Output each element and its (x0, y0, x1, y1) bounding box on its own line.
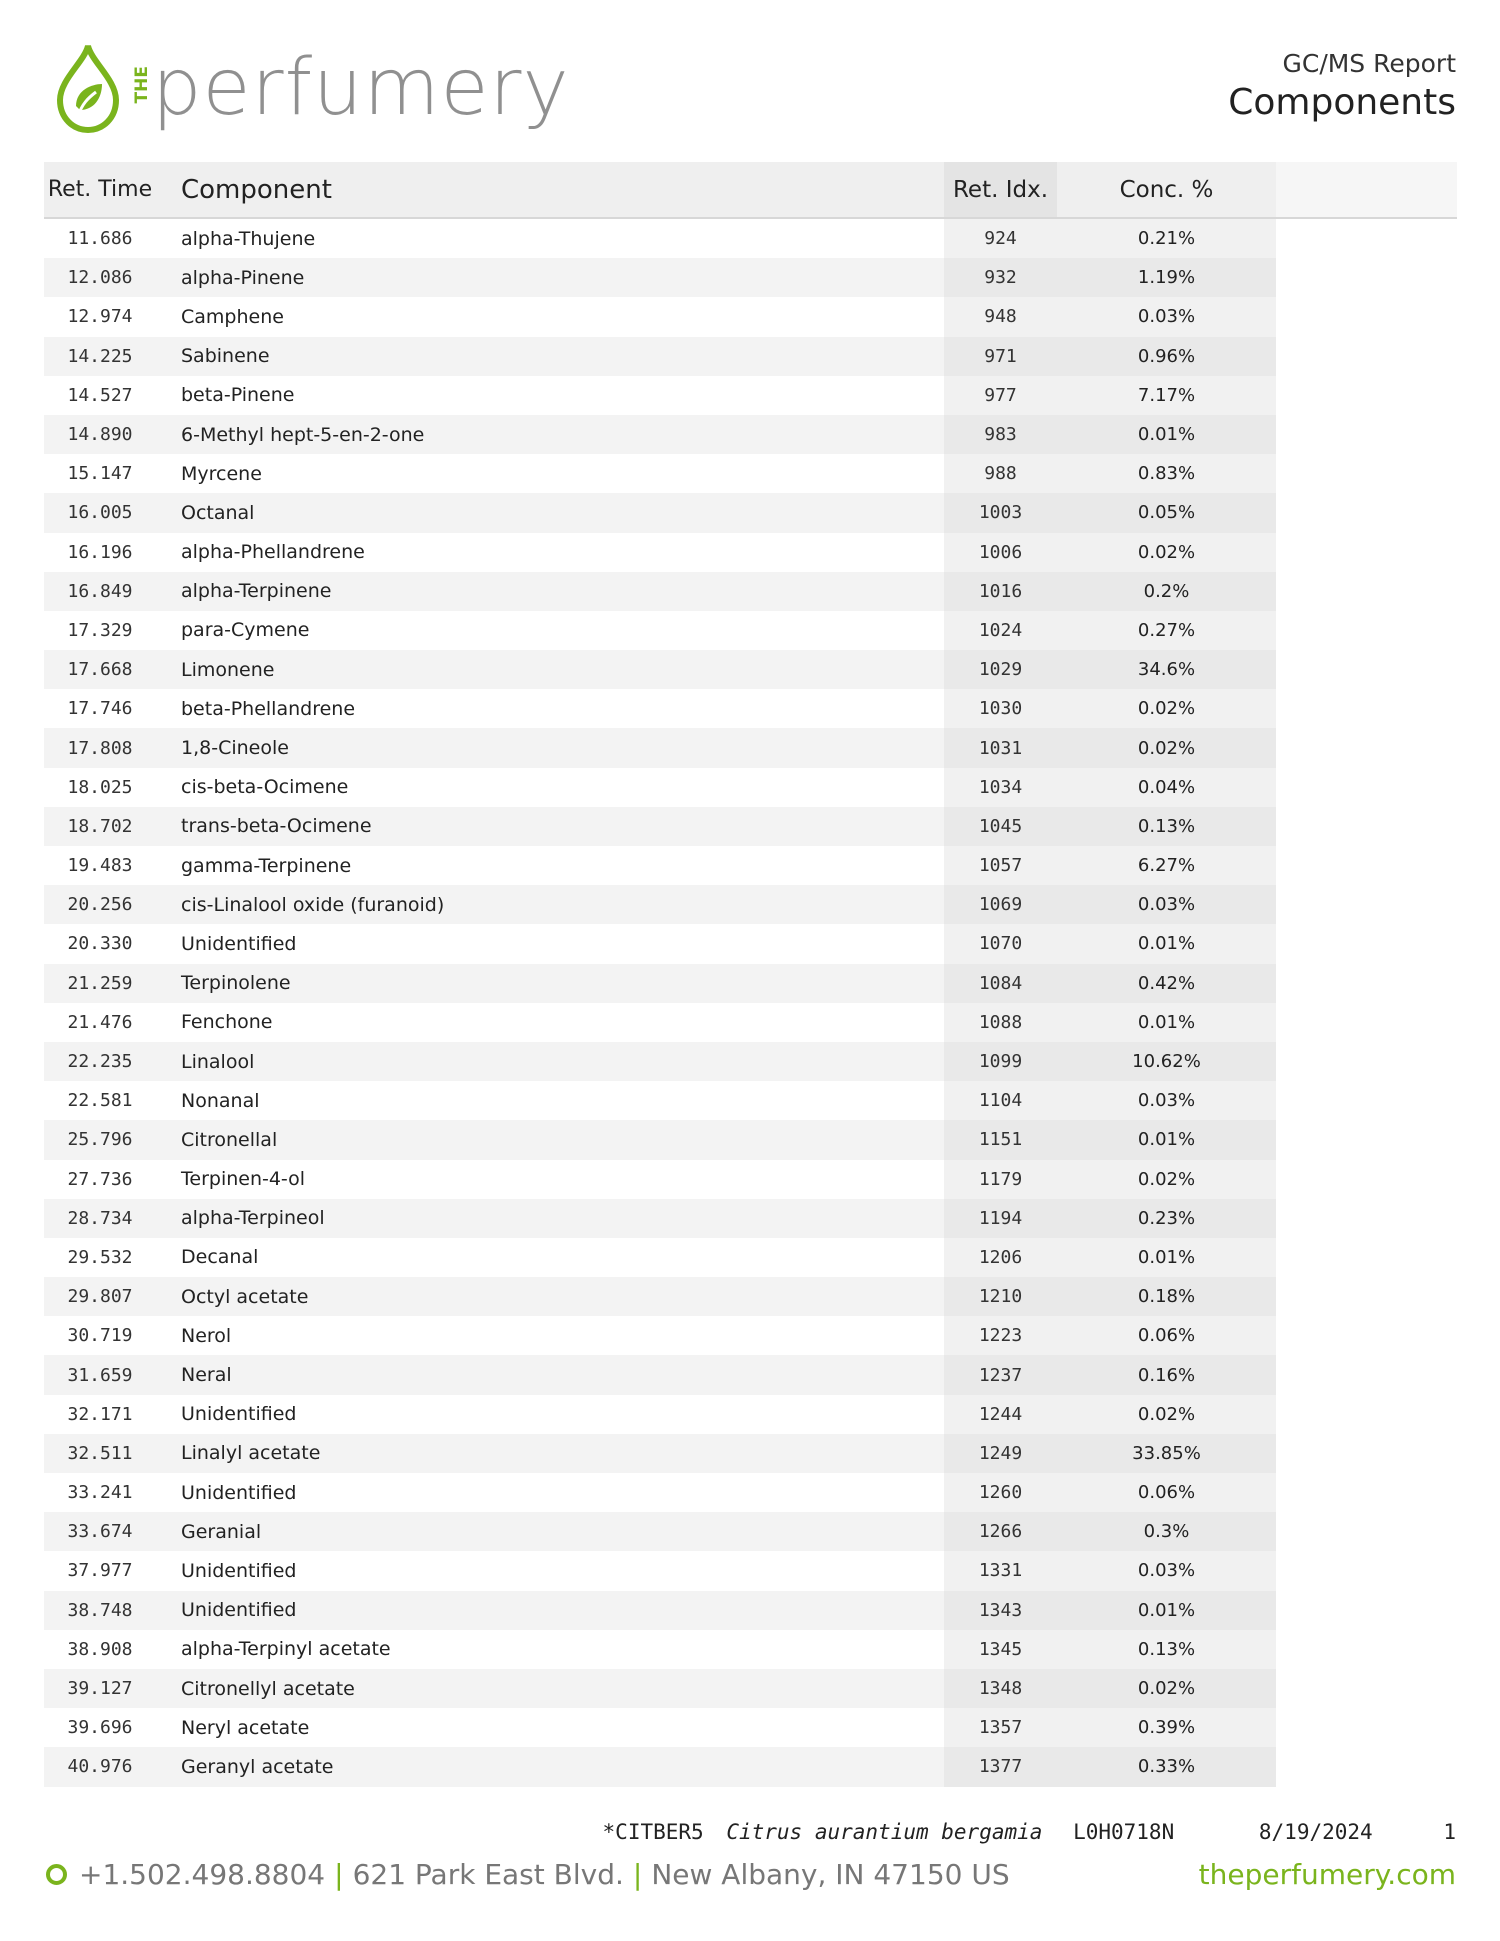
page-title: Components (1228, 82, 1456, 123)
logo-wordmark: perfumery (152, 43, 570, 133)
table-row[interactable] (44, 1473, 1457, 1512)
cell-ret-idx: 1104 (978, 1090, 1023, 1112)
cell-component: beta-Phellandrene (181, 697, 356, 720)
cell-component: Sabinene (181, 345, 270, 368)
cell-conc: 0.02% (1137, 541, 1196, 563)
column-header-component[interactable]: Component (181, 174, 332, 205)
cell-ret-idx: 1223 (978, 1325, 1023, 1347)
cell-component: cis-Linalool oxide (furanoid) (181, 893, 445, 916)
cell-ret-idx: 1034 (978, 776, 1023, 798)
table-row[interactable] (44, 1395, 1457, 1434)
cell-ret-time: 17.746 (67, 698, 133, 720)
cell-conc: 0.02% (1137, 698, 1196, 720)
separator: | (334, 1858, 344, 1891)
table-row[interactable] (44, 807, 1457, 846)
cell-ret-time: 14.890 (67, 424, 133, 446)
table-row[interactable] (44, 885, 1457, 924)
cell-conc: 0.96% (1137, 345, 1196, 367)
cell-component: Myrcene (181, 462, 262, 485)
cell-conc: 0.05% (1137, 502, 1196, 524)
website-link[interactable]: theperfumery.com (1198, 1858, 1456, 1891)
cell-ret-idx: 1057 (978, 855, 1023, 877)
cell-conc: 34.6% (1137, 659, 1196, 681)
cell-ret-time: 29.532 (67, 1246, 133, 1268)
cell-ret-idx: 932 (984, 267, 1017, 289)
cell-component: Linalyl acetate (181, 1442, 321, 1465)
cell-conc: 0.03% (1137, 894, 1196, 916)
cell-ret-time: 37.977 (67, 1560, 133, 1582)
cell-conc: 0.01% (1137, 1246, 1196, 1268)
report-date: 8/19/2024 (1258, 1820, 1373, 1844)
cell-ret-time: 33.241 (67, 1482, 133, 1504)
table-row[interactable] (44, 964, 1457, 1003)
cell-conc: 0.04% (1137, 776, 1196, 798)
cell-conc: 6.27% (1137, 855, 1196, 877)
cell-ret-time: 27.736 (67, 1168, 133, 1190)
cell-ret-time: 39.696 (67, 1717, 133, 1739)
cell-component: alpha-Thujene (181, 227, 316, 250)
cell-ret-idx: 1084 (978, 972, 1023, 994)
cell-conc: 0.03% (1137, 1560, 1196, 1582)
cell-ret-idx: 1045 (978, 815, 1023, 837)
cell-ret-time: 22.581 (67, 1090, 133, 1112)
table-row[interactable] (44, 1003, 1457, 1042)
table-row[interactable] (44, 1708, 1457, 1747)
cell-conc: 33.85% (1132, 1442, 1201, 1464)
cell-ret-time: 15.147 (67, 463, 133, 485)
cell-ret-time: 39.127 (67, 1678, 133, 1700)
cell-ret-time: 14.527 (67, 384, 133, 406)
cell-ret-idx: 971 (984, 345, 1017, 367)
cell-ret-time: 31.659 (67, 1364, 133, 1386)
cell-component: alpha-Pinene (181, 266, 305, 289)
column-header-conc[interactable]: Conc. % (1119, 176, 1214, 203)
cell-ret-time: 17.329 (67, 619, 133, 641)
cell-conc: 0.03% (1137, 1090, 1196, 1112)
table-row[interactable] (44, 572, 1457, 611)
cell-conc: 0.02% (1137, 737, 1196, 759)
cell-component: alpha-Terpinyl acetate (181, 1638, 391, 1661)
table-row[interactable] (44, 1747, 1457, 1786)
table-row[interactable] (44, 650, 1457, 689)
cell-conc: 0.18% (1137, 1286, 1196, 1308)
cell-conc: 10.62% (1132, 1051, 1201, 1073)
cell-component: Decanal (181, 1246, 259, 1269)
table-row[interactable] (44, 1355, 1457, 1394)
cell-ret-time: 21.476 (67, 1011, 133, 1033)
table-row[interactable] (44, 258, 1457, 297)
table-row[interactable] (44, 415, 1457, 454)
cell-ret-time: 33.674 (67, 1521, 133, 1543)
cell-ret-idx: 1237 (978, 1364, 1023, 1386)
cell-ret-time: 38.908 (67, 1638, 133, 1660)
cell-component: 1,8-Cineole (181, 737, 289, 760)
species-name: Citrus aurantium bergamia (726, 1820, 1043, 1844)
cell-ret-time: 29.807 (67, 1286, 133, 1308)
cell-ret-time: 11.686 (67, 228, 133, 250)
cell-component: Geranial (181, 1520, 262, 1543)
cell-ret-time: 14.225 (67, 345, 133, 367)
cell-conc: 0.01% (1137, 1129, 1196, 1151)
lot-number: L0H0718N (1073, 1820, 1175, 1844)
table-row[interactable] (44, 1630, 1457, 1669)
cell-component: Octanal (181, 501, 255, 524)
cell-ret-idx: 1260 (978, 1482, 1023, 1504)
cell-conc: 0.01% (1137, 1011, 1196, 1033)
table-row[interactable] (44, 1591, 1457, 1630)
cell-ret-time: 28.734 (67, 1207, 133, 1229)
cell-conc: 0.06% (1137, 1482, 1196, 1504)
cell-ret-idx: 1179 (978, 1168, 1023, 1190)
drop-leaf-icon (56, 44, 126, 134)
cell-ret-idx: 1249 (978, 1442, 1023, 1464)
cell-ret-time: 21.259 (67, 972, 133, 994)
cell-conc: 0.3% (1143, 1521, 1190, 1543)
cell-ret-idx: 1069 (978, 894, 1023, 916)
cell-component: trans-beta-Ocimene (181, 815, 372, 838)
table-row[interactable] (44, 1551, 1457, 1590)
cell-component: Unidentified (181, 932, 297, 955)
cell-ret-idx: 1210 (978, 1286, 1023, 1308)
table-row[interactable] (44, 1512, 1457, 1551)
cell-ret-idx: 1016 (978, 580, 1023, 602)
cell-conc: 0.39% (1137, 1717, 1196, 1739)
phone-number[interactable]: +1.502.498.8804 (79, 1858, 326, 1891)
components-table (44, 162, 1457, 1787)
cell-ret-idx: 1151 (978, 1129, 1023, 1151)
table-row[interactable] (44, 219, 1457, 258)
cell-ret-time: 25.796 (67, 1129, 133, 1151)
cell-ret-time: 20.330 (67, 933, 133, 955)
separator: | (632, 1858, 643, 1891)
cell-component: Unidentified (181, 1403, 297, 1426)
table-row[interactable] (44, 924, 1457, 963)
cell-ret-idx: 1030 (978, 698, 1023, 720)
cell-conc: 0.01% (1137, 933, 1196, 955)
cell-ret-idx: 1029 (978, 659, 1023, 681)
cell-ret-time: 40.976 (67, 1756, 133, 1778)
table-row[interactable] (44, 454, 1457, 493)
cell-conc: 0.02% (1137, 1678, 1196, 1700)
cell-conc: 0.21% (1137, 228, 1196, 250)
cell-component: alpha-Terpinene (181, 580, 332, 603)
cell-ret-time: 17.668 (67, 659, 133, 681)
cell-ret-idx: 1099 (978, 1051, 1023, 1073)
cell-ret-idx: 1244 (978, 1403, 1023, 1425)
cell-ret-idx: 1377 (978, 1756, 1023, 1778)
table-row[interactable] (44, 1120, 1457, 1159)
cell-component: Nonanal (181, 1089, 260, 1112)
cell-component: para-Cymene (181, 619, 310, 642)
cell-ret-idx: 1070 (978, 933, 1023, 955)
cell-conc: 0.13% (1137, 1638, 1196, 1660)
cell-conc: 0.2% (1143, 580, 1190, 602)
table-row[interactable] (44, 337, 1457, 376)
cell-component: beta-Pinene (181, 384, 295, 407)
table-row[interactable] (44, 728, 1457, 767)
street-address: 621 Park East Blvd. (352, 1858, 624, 1891)
brand-logo[interactable] (56, 43, 570, 134)
cell-component: Linalool (181, 1050, 255, 1073)
cell-component: Neral (181, 1364, 232, 1387)
cell-ret-time: 32.511 (67, 1442, 133, 1464)
page-number: 1 (1443, 1820, 1456, 1844)
cell-ret-time: 12.974 (67, 306, 133, 328)
cell-ret-time: 22.235 (67, 1051, 133, 1073)
cell-component: Geranyl acetate (181, 1755, 334, 1778)
cell-conc: 0.27% (1137, 619, 1196, 641)
cell-component: Limonene (181, 658, 275, 681)
cell-ret-idx: 1003 (978, 502, 1023, 524)
column-header-ret-idx[interactable]: Ret. Idx. (952, 176, 1049, 203)
cell-conc: 0.02% (1137, 1168, 1196, 1190)
cell-ret-idx: 1088 (978, 1011, 1023, 1033)
logo-the-text: THE (132, 66, 152, 104)
cell-ret-idx: 1331 (978, 1560, 1023, 1582)
table-body (44, 219, 1457, 1787)
cell-component: Unidentified (181, 1481, 297, 1504)
table-row[interactable] (44, 1199, 1457, 1238)
cell-component: Terpinen-4-ol (181, 1168, 306, 1191)
table-row[interactable] (44, 1081, 1457, 1120)
table-row[interactable] (44, 533, 1457, 572)
cell-component: Terpinolene (181, 972, 291, 995)
table-row[interactable] (44, 1669, 1457, 1708)
cell-component: Octyl acetate (181, 1285, 309, 1308)
table-row[interactable] (44, 297, 1457, 336)
table-row[interactable] (44, 376, 1457, 415)
cell-ret-idx: 1357 (978, 1717, 1023, 1739)
table-row[interactable] (44, 846, 1457, 885)
cell-ret-time: 38.748 (67, 1599, 133, 1621)
cell-conc: 7.17% (1137, 384, 1196, 406)
header-bg-blank (1276, 162, 1457, 217)
cell-component: Fenchone (181, 1011, 273, 1034)
cell-ret-time: 19.483 (67, 855, 133, 877)
cell-conc: 0.06% (1137, 1325, 1196, 1347)
cell-ret-idx: 1266 (978, 1521, 1023, 1543)
cell-ret-time: 32.171 (67, 1403, 133, 1425)
cell-ret-time: 30.719 (67, 1325, 133, 1347)
cell-ret-idx: 1006 (978, 541, 1023, 563)
cell-ret-time: 16.849 (67, 580, 133, 602)
cell-ret-idx: 988 (984, 463, 1017, 485)
cell-component: alpha-Terpineol (181, 1207, 325, 1230)
cell-conc: 0.23% (1137, 1207, 1196, 1229)
cell-ret-idx: 1348 (978, 1678, 1023, 1700)
cell-ret-idx: 1206 (978, 1246, 1023, 1268)
cell-ret-idx: 1024 (978, 619, 1023, 641)
cell-conc: 0.02% (1137, 1403, 1196, 1425)
cell-conc: 0.42% (1137, 972, 1196, 994)
cell-conc: 0.01% (1137, 424, 1196, 446)
table-row[interactable] (44, 1160, 1457, 1199)
table-row[interactable] (44, 689, 1457, 728)
cell-conc: 0.83% (1137, 463, 1196, 485)
table-row[interactable] (44, 1042, 1457, 1081)
cell-ret-time: 12.086 (67, 267, 133, 289)
cell-conc: 0.03% (1137, 306, 1196, 328)
cell-ret-idx: 1194 (978, 1207, 1023, 1229)
sample-info (603, 1820, 1456, 1844)
table-row[interactable] (44, 611, 1457, 650)
cell-ret-idx: 1343 (978, 1599, 1023, 1621)
cell-ret-time: 16.005 (67, 502, 133, 524)
cell-ret-time: 18.025 (67, 776, 133, 798)
contact-info (46, 1858, 1010, 1891)
table-row[interactable] (44, 1434, 1457, 1473)
table-header-row (44, 162, 1457, 219)
cell-conc: 0.16% (1137, 1364, 1196, 1386)
cell-ret-idx: 924 (984, 228, 1017, 250)
cell-component: Camphene (181, 305, 284, 328)
cell-ret-idx: 948 (984, 306, 1017, 328)
cell-component: 6-Methyl hept-5-en-2-one (181, 423, 425, 446)
cell-ret-idx: 1031 (978, 737, 1023, 759)
cell-component: Nerol (181, 1324, 232, 1347)
cell-ret-time: 18.702 (67, 815, 133, 837)
cell-component: gamma-Terpinene (181, 854, 352, 877)
table-row[interactable] (44, 1316, 1457, 1355)
table-row[interactable] (44, 1277, 1457, 1316)
cell-component: cis-beta-Ocimene (181, 776, 349, 799)
cell-conc: 1.19% (1137, 267, 1196, 289)
sample-code: *CITBER5 (602, 1820, 704, 1844)
cell-component: Unidentified (181, 1599, 297, 1622)
cell-ret-idx: 983 (984, 424, 1017, 446)
cell-ret-idx: 1345 (978, 1638, 1023, 1660)
table-row[interactable] (44, 1238, 1457, 1277)
cell-conc: 0.33% (1137, 1756, 1196, 1778)
cell-ret-idx: 977 (984, 384, 1017, 406)
report-header (0, 0, 1500, 160)
ring-bullet-icon (46, 1864, 67, 1885)
cell-ret-time: 20.256 (67, 894, 133, 916)
city-address: New Albany, IN 47150 US (651, 1858, 1010, 1891)
report-type-label: GC/MS Report (1282, 49, 1456, 78)
cell-ret-time: 16.196 (67, 541, 133, 563)
cell-component: Unidentified (181, 1559, 297, 1582)
cell-conc: 0.13% (1137, 815, 1196, 837)
cell-component: Citronellal (181, 1128, 278, 1151)
cell-component: Citronellyl acetate (181, 1677, 355, 1700)
cell-component: Neryl acetate (181, 1716, 310, 1739)
column-header-ret-time[interactable]: Ret. Time (47, 177, 153, 202)
table-row[interactable] (44, 493, 1457, 532)
cell-component: alpha-Phellandrene (181, 541, 365, 564)
cell-conc: 0.01% (1137, 1599, 1196, 1621)
cell-ret-time: 17.808 (67, 737, 133, 759)
table-row[interactable] (44, 768, 1457, 807)
